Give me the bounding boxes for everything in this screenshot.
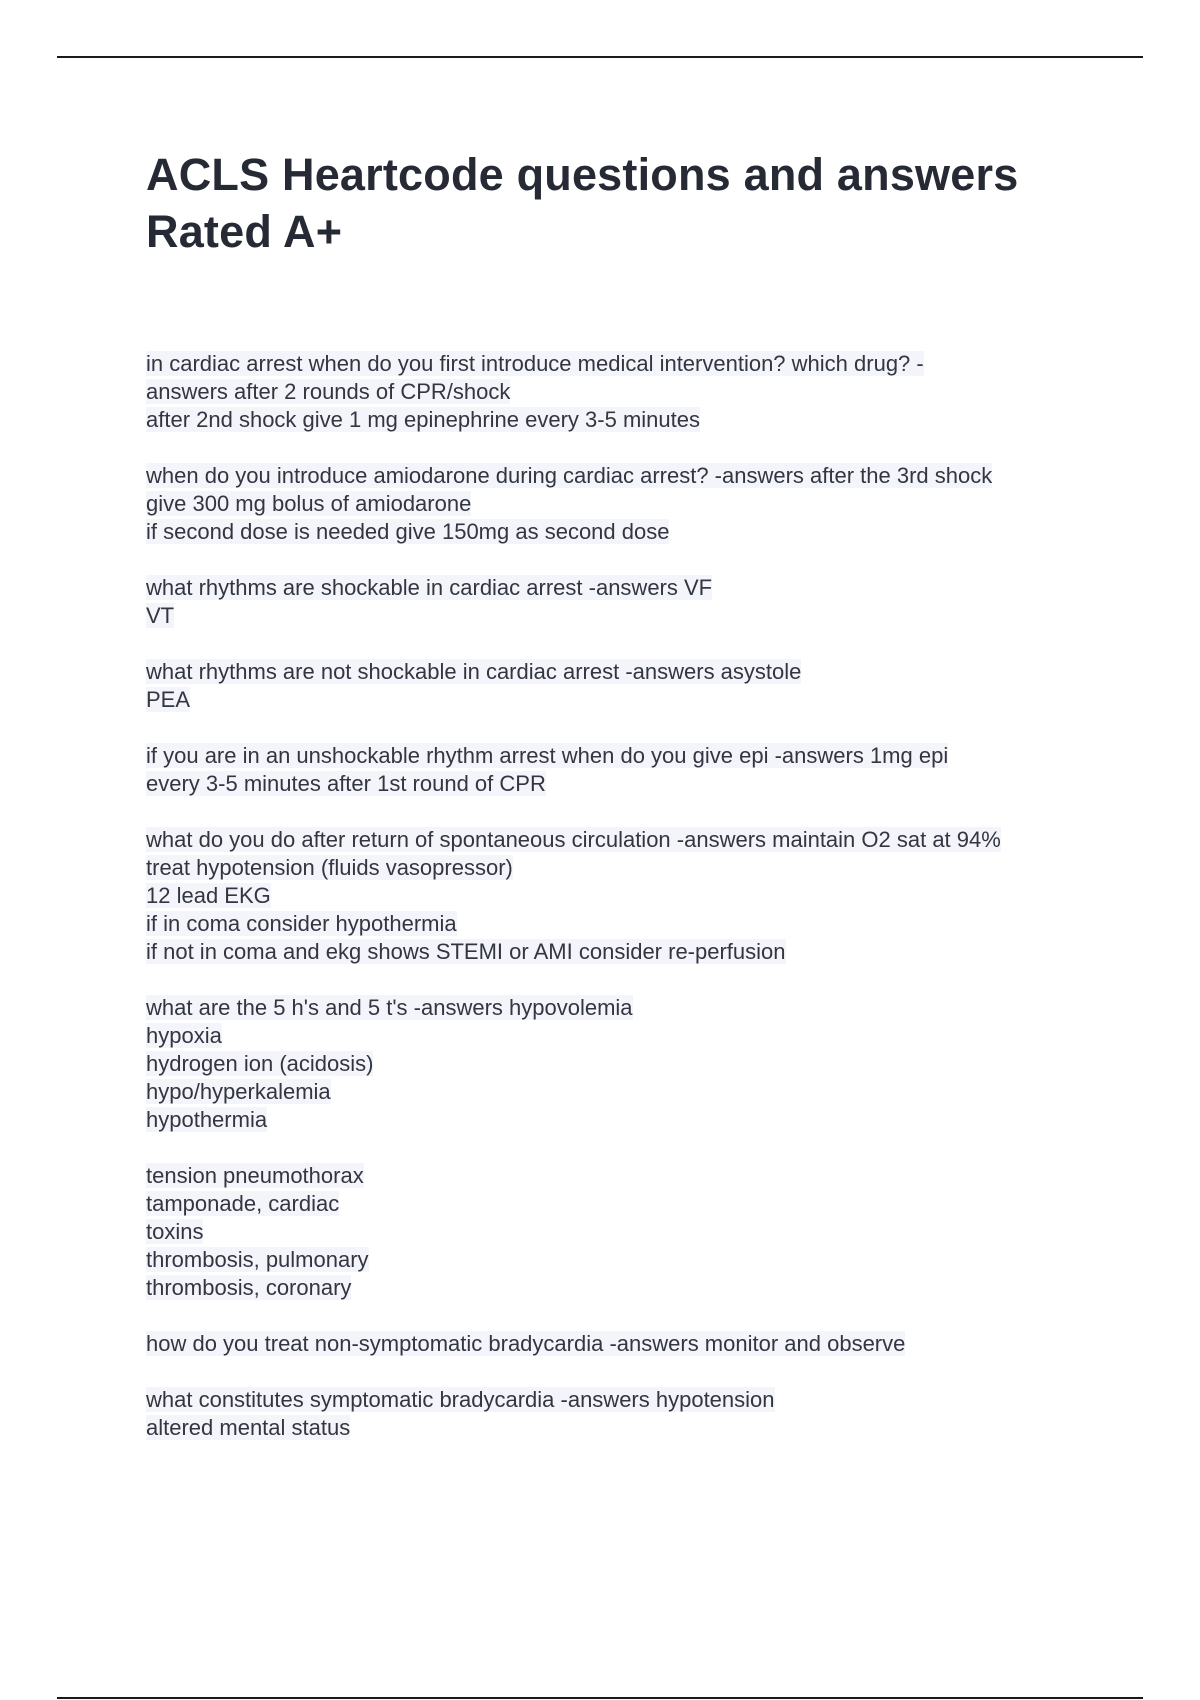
qa-line: answers after 2 rounds of CPR/shock — [146, 379, 511, 404]
qa-block — [146, 1330, 1096, 1358]
qa-line: hypo/hyperkalemia — [146, 1079, 331, 1104]
qa-line: what do you do after return of spontaneous circulation -answers maintain O2 sat at 94% — [146, 827, 1001, 852]
qa-line: altered mental status — [146, 1415, 351, 1440]
qa-line: in cardiac arrest when do you first introduce medical intervention? which drug? - — [146, 351, 924, 376]
qa-line: toxins — [146, 1219, 204, 1244]
qa-block — [146, 994, 1096, 1134]
qa-block — [146, 826, 1096, 966]
qa-line: every 3-5 minutes after 1st round of CPR — [146, 771, 546, 796]
qa-line: how do you treat non-symptomatic bradycardia -answers monitor and observe — [146, 1331, 906, 1356]
qa-line: what rhythms are shockable in cardiac arrest -answers VF — [146, 575, 713, 600]
qa-line: what are the 5 h's and 5 t's -answers hypovolemia — [146, 995, 633, 1020]
qa-line: hypothermia — [146, 1107, 268, 1132]
qa-line: if you are in an unshockable rhythm arrest when do you give epi -answers 1mg epi — [146, 743, 949, 768]
qa-line: what constitutes symptomatic bradycardia -answers hypotension — [146, 1387, 775, 1412]
qa-block — [146, 1386, 1096, 1442]
qa-line: tamponade, cardiac — [146, 1191, 340, 1216]
qa-line: tension pneumothorax — [146, 1163, 364, 1188]
qa-line: after 2nd shock give 1 mg epinephrine every 3-5 minutes — [146, 407, 700, 432]
qa-block — [146, 1162, 1096, 1302]
qa-block — [146, 574, 1096, 630]
qa-block — [146, 350, 1096, 434]
qa-line: if second dose is needed give 150mg as second dose — [146, 519, 670, 544]
qa-line: treat hypotension (fluids vasopressor) — [146, 855, 513, 880]
qa-line: hydrogen ion (acidosis) — [146, 1051, 374, 1076]
qa-line: PEA — [146, 687, 191, 712]
qa-block — [146, 462, 1096, 546]
top-rule — [57, 56, 1143, 58]
qa-line: if in coma consider hypothermia — [146, 911, 457, 936]
qa-line: when do you introduce amiodarone during cardiac arrest? -answers after the 3rd shock — [146, 463, 993, 488]
document-body — [146, 146, 1096, 1470]
qa-block — [146, 658, 1096, 714]
qa-line: VT — [146, 603, 175, 628]
qa-line: if not in coma and ekg shows STEMI or AMI consider re-perfusion — [146, 939, 786, 964]
qa-line: give 300 mg bolus of amiodarone — [146, 491, 472, 516]
qa-line: what rhythms are not shockable in cardiac arrest -answers asystole — [146, 659, 802, 684]
document-title: ACLS Heartcode questions and answers Rated A+ — [146, 149, 1019, 257]
qa-line: hypoxia — [146, 1023, 222, 1048]
qa-line: 12 lead EKG — [146, 883, 271, 908]
qa-block — [146, 742, 1096, 798]
bottom-rule — [57, 1697, 1143, 1699]
qa-line: thrombosis, pulmonary — [146, 1247, 369, 1272]
qa-line: thrombosis, coronary — [146, 1275, 352, 1300]
